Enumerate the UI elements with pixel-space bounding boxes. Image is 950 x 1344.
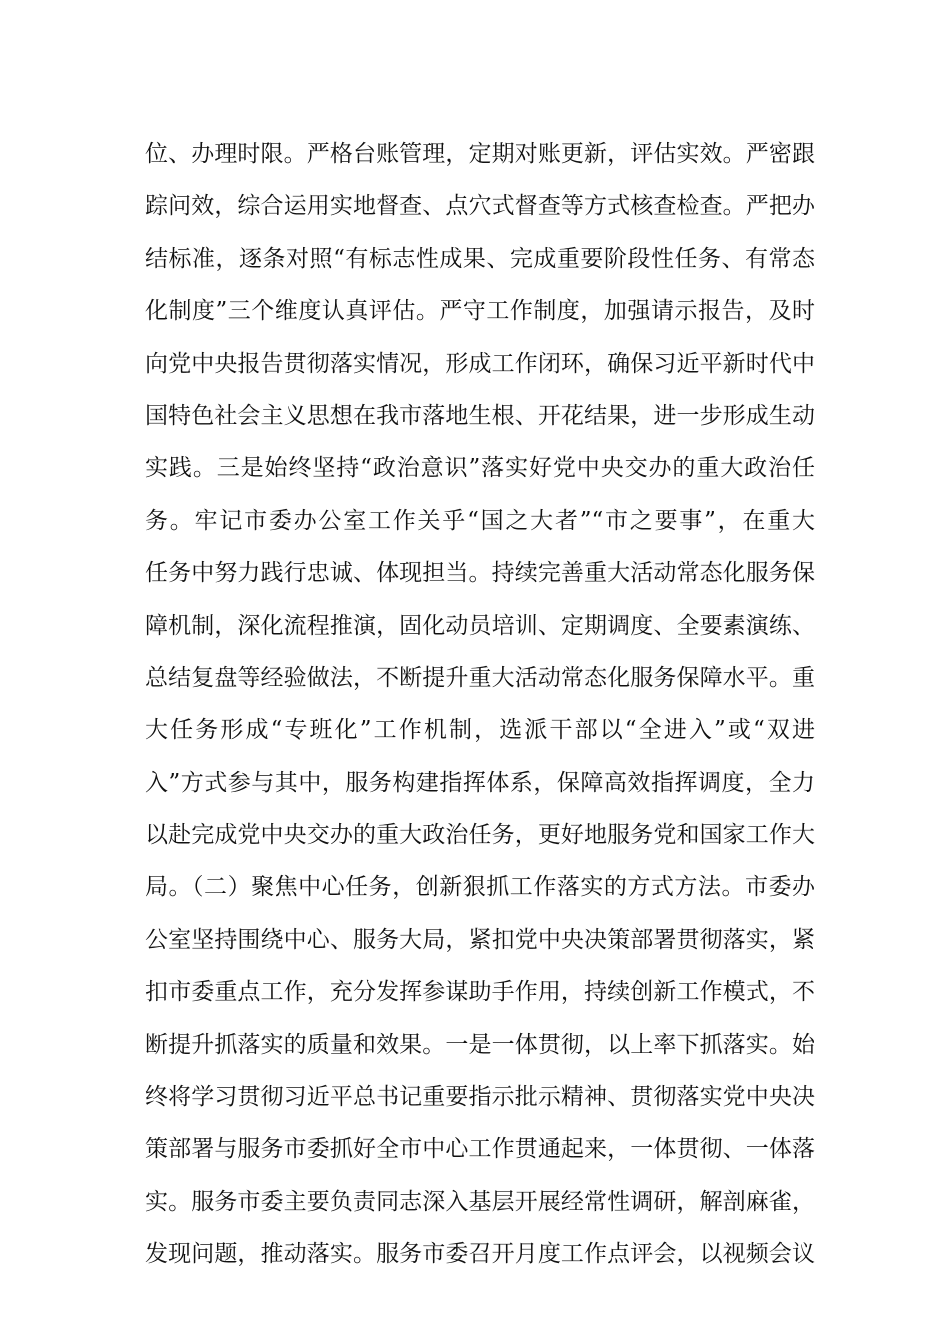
text-line: 障机制，深化流程推演，固化动员培训、定期调度、全要素演练、: [145, 612, 815, 639]
text-line: 国特色社会主义思想在我市落地生根、开花结果，进一步形成生动: [145, 402, 815, 429]
text-line: 发现问题，推动落实。服务市委召开月度工作点评会，以视频会议: [145, 1241, 815, 1268]
text-line: 扣市委重点工作，充分发挥参谋助手作用，持续创新工作模式，不: [145, 979, 815, 1006]
text-line: 局。（二）聚焦中心任务，创新狠抓工作落实的方式方法。市委办: [145, 874, 815, 901]
text-line: 策部署与服务市委抓好全市中心工作贯通起来，一体贯彻、一体落: [145, 1136, 815, 1163]
text-line: 断提升抓落实的质量和效果。一是一体贯彻，以上率下抓落实。始: [145, 1031, 815, 1058]
text-line: 终将学习贯彻习近平总书记重要指示批示精神、贯彻落实党中央决: [145, 1084, 815, 1111]
text-line: 务。牢记市委办公室工作关乎“国之大者”“市之要事”，在重大: [145, 507, 815, 534]
text-line: 任务中努力践行忠诚、体现担当。持续完善重大活动常态化服务保: [145, 560, 815, 587]
text-line: 实践。三是始终坚持“政治意识”落实好党中央交办的重大政治任: [145, 455, 815, 482]
text-line: 实。服务市委主要负责同志深入基层开展经常性调研，解剖麻雀，: [145, 1188, 815, 1215]
body-text: [145, 128, 815, 1281]
text-line: 踪问效，综合运用实地督查、点穴式督查等方式核查检查。严把办: [145, 193, 815, 220]
text-line: 向党中央报告贯彻落实情况，形成工作闭环，确保习近平新时代中: [145, 350, 815, 377]
text-line: 总结复盘等经验做法，不断提升重大活动常态化服务保障水平。重: [145, 664, 815, 691]
text-line: 大任务形成“专班化”工作机制，选派干部以“全进入”或“双进: [145, 717, 815, 744]
text-line: 公室坚持围绕中心、服务大局，紧扣党中央决策部署贯彻落实，紧: [145, 926, 815, 953]
text-line: 入”方式参与其中，服务构建指挥体系，保障高效指挥调度，全力: [145, 769, 815, 796]
text-line: 以赴完成党中央交办的重大政治任务，更好地服务党和国家工作大: [145, 822, 815, 849]
text-line: 化制度”三个维度认真评估。严守工作制度，加强请示报告，及时: [145, 298, 815, 325]
text-line: 位、办理时限。严格台账管理，定期对账更新，评估实效。严密跟: [145, 141, 815, 167]
text-line: 结标准，逐条对照“有标志性成果、完成重要阶段性任务、有常态: [145, 245, 815, 272]
